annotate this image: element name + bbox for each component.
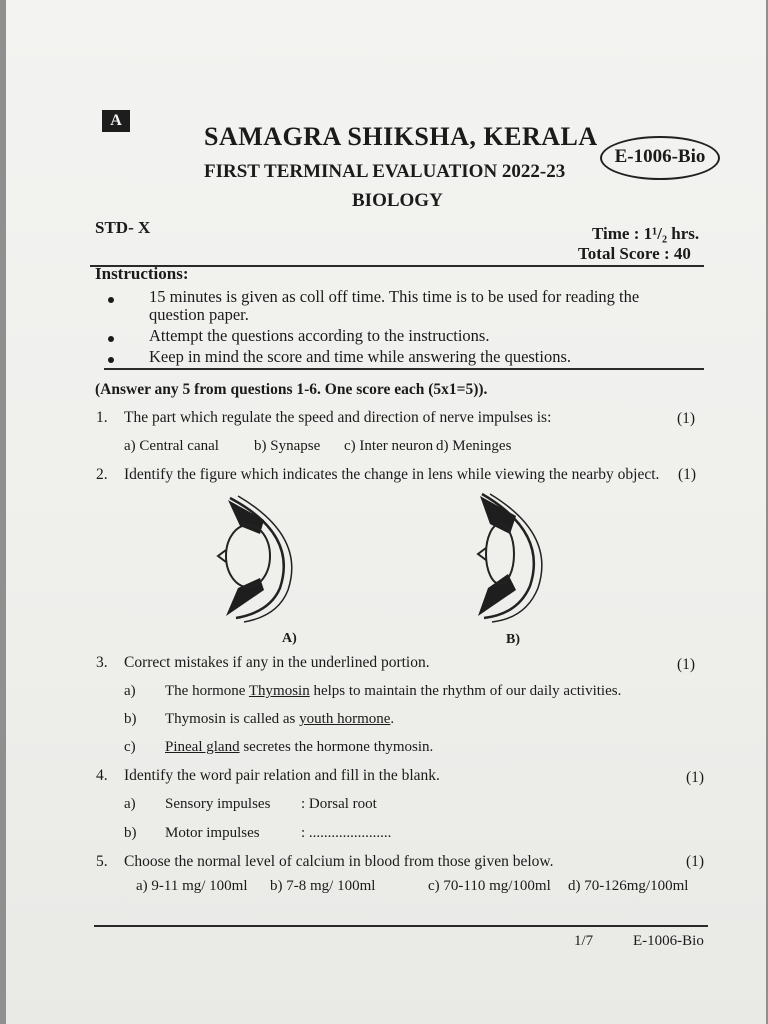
subpart-text: Pineal gland secretes the hormone thymosin. [165, 739, 434, 755]
organization-title: SAMAGRA SHIKSHA, KERALA [204, 122, 598, 151]
eye-figure-a [206, 490, 306, 625]
eye-figure-b [452, 490, 552, 625]
bullet-icon [108, 297, 114, 303]
figure-label-a: A) [282, 631, 297, 646]
subject-title: BIOLOGY [352, 190, 443, 211]
question-score: (1) [677, 410, 696, 427]
bullet-icon [108, 357, 114, 363]
pair-right-blank: : ...................... [301, 825, 392, 841]
option-a: a) Central canal [124, 438, 219, 454]
option-c: c) 70-110 mg/100ml [428, 878, 551, 894]
pair-left: Motor impulses [165, 825, 260, 841]
instructions-heading: Instructions: [95, 264, 189, 283]
set-label-badge: A [102, 110, 130, 132]
time-label: Time : 1¹/₂ hrs. [592, 224, 700, 243]
option-c: c) Inter neuron [344, 438, 434, 454]
option-d: d) Meninges [436, 438, 512, 454]
instruction-item: question paper. [149, 305, 249, 324]
standard-label: STD- X [95, 218, 151, 237]
option-b: b) 7-8 mg/ 100ml [270, 878, 376, 894]
question-text: Identify the figure which indicates the change in lens while viewing the nearby object. [124, 466, 660, 483]
question-number: 5. [96, 853, 108, 870]
subpart-label: a) [124, 796, 136, 812]
subpart-text: Thymosin is called as youth hormone. [165, 711, 395, 727]
question-text: Choose the normal level of calcium in blood from those given below. [124, 853, 554, 870]
underlined-term: Thymosin [248, 683, 310, 699]
section-heading: (Answer any 5 from questions 1-6. One score each (5x1=5)). [95, 381, 488, 398]
exam-sheet [6, 0, 766, 1024]
option-b: b) Synapse [254, 438, 321, 454]
paper-code-oval: E-1006-Bio [600, 136, 720, 180]
subpart-text: The hormone Thymosin helps to maintain the rhythm of our daily activities. [165, 683, 622, 699]
question-text: Identify the word pair relation and fill in the blank. [124, 767, 440, 784]
question-number: 3. [96, 654, 108, 671]
question-number: 2. [96, 466, 108, 483]
pair-right: : Dorsal root [301, 796, 377, 812]
subpart-label: c) [124, 739, 136, 755]
question-number: 1. [96, 409, 108, 426]
option-d: d) 70-126mg/100ml [568, 878, 689, 894]
subpart-label: b) [124, 711, 137, 727]
page-number: 1/7 [574, 933, 594, 949]
option-a: a) 9-11 mg/ 100ml [136, 878, 248, 894]
footer-paper-code: E-1006-Bio [633, 933, 704, 949]
question-number: 4. [96, 767, 108, 784]
underlined-term: youth hormone [299, 711, 391, 727]
question-score: (1) [678, 466, 697, 483]
footer-divider [94, 925, 708, 927]
question-score: (1) [677, 656, 696, 673]
figure-label-b: B) [506, 632, 520, 647]
subpart-label: b) [124, 825, 137, 841]
total-score-label: Total Score : 40 [578, 244, 691, 263]
instruction-item: 15 minutes is given as coll off time. This time is to be used for reading the [149, 287, 640, 306]
question-text: Correct mistakes if any in the underlined portion. [124, 654, 430, 671]
underlined-term: Pineal gland [165, 739, 240, 755]
question-score: (1) [686, 769, 705, 786]
pair-left: Sensory impulses [165, 796, 271, 812]
instructions-divider [104, 368, 704, 370]
question-text: The part which regulate the speed and direction of nerve impulses is: [124, 409, 552, 426]
instruction-item: Attempt the questions according to the instructions. [149, 326, 490, 345]
bullet-icon [108, 336, 114, 342]
question-score: (1) [686, 853, 705, 870]
exam-name: FIRST TERMINAL EVALUATION 2022-23 [204, 161, 566, 182]
subpart-label: a) [124, 683, 136, 699]
instruction-item: Keep in mind the score and time while answering the questions. [149, 347, 572, 366]
